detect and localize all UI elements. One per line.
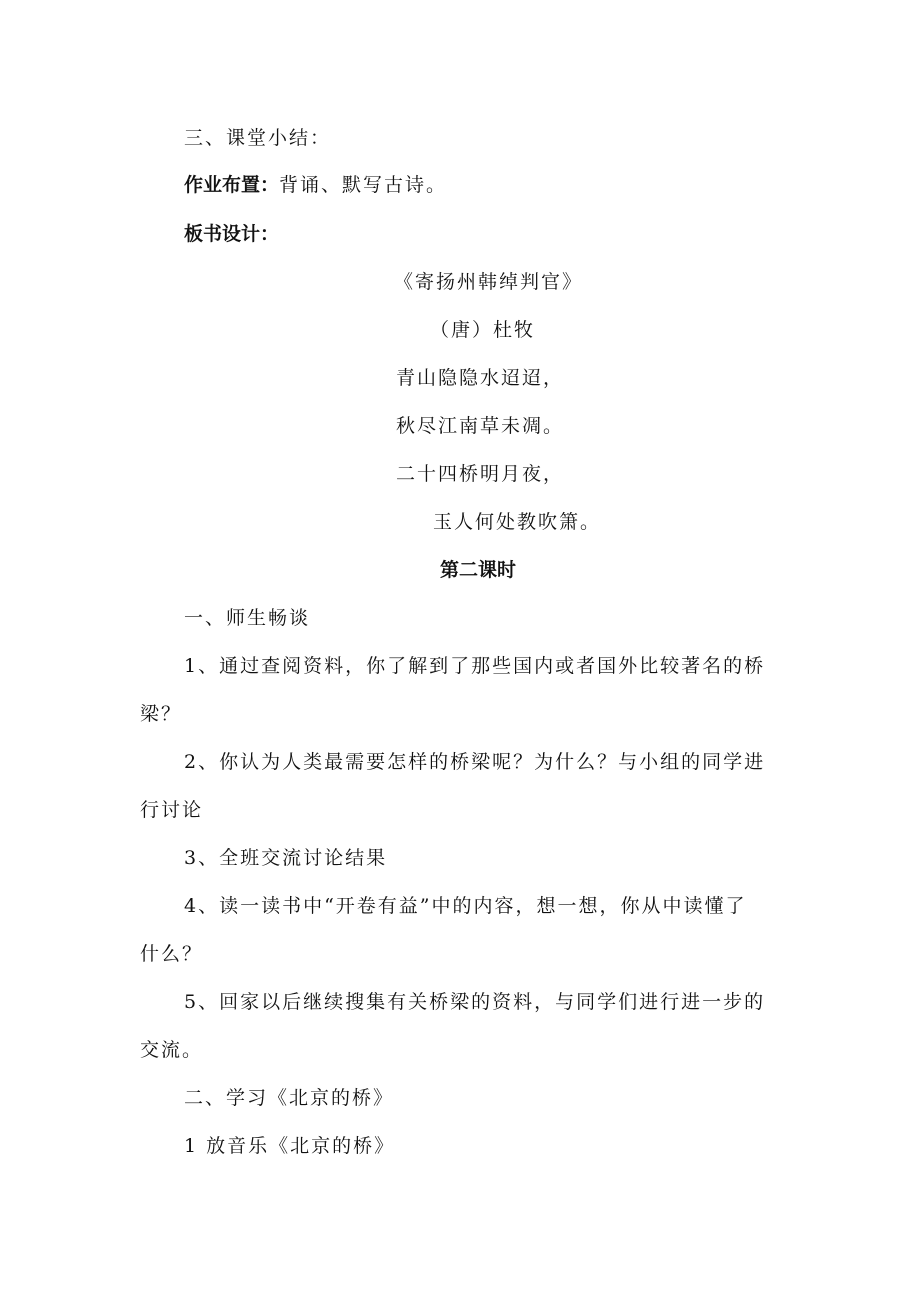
list-item-3: 3、全班交流讨论结果	[184, 847, 388, 869]
section-summary-heading: 三、课堂小结：	[184, 127, 332, 149]
poem-line: 秋尽江南草未凋。	[396, 415, 565, 437]
poem-line: 玉人何处教吹箫。	[433, 511, 602, 533]
list-item-1-line2: 梁？	[140, 703, 183, 725]
lesson-two-title: 第二课时	[440, 559, 517, 581]
part-two-heading: 二、学习《北京的桥》	[184, 1087, 395, 1109]
list-item-4-line2: 什么？	[140, 943, 204, 965]
list-item-1-line1: 1、通过查阅资料，你了解到了那些国内或者国外比较著名的桥	[184, 655, 766, 677]
list-item-2-line1: 2、你认为人类最需要怎样的桥梁呢？为什么？与小组的同学进	[184, 751, 766, 773]
list-item-5-line1: 5、回家以后继续搜集有关桥梁的资料，与同学们进行进一步的	[184, 991, 766, 1013]
list-item-4-line1: 4、读一读书中“开卷有益”中的内容，想一想，你从中读懂了	[184, 895, 747, 917]
homework-text: 背诵、默写古诗。	[279, 174, 448, 196]
homework-paragraph	[184, 173, 447, 197]
part-two-item-1: 1 放音乐《北京的桥》	[184, 1135, 396, 1157]
poem-author: （唐）杜牧	[430, 319, 536, 341]
list-item-5-line2: 交流。	[140, 1039, 204, 1061]
poem-line: 青山隐隐水迢迢，	[396, 367, 565, 389]
board-design-label: 板书设计：	[184, 223, 280, 245]
homework-label: 作业布置：	[184, 174, 280, 196]
list-item-2-line2: 行讨论	[140, 799, 204, 821]
poem-line: 二十四桥明月夜，	[396, 463, 565, 485]
part-one-heading: 一、师生畅谈	[184, 607, 311, 629]
poem-title: 《寄扬州韩绰判官》	[394, 271, 584, 293]
